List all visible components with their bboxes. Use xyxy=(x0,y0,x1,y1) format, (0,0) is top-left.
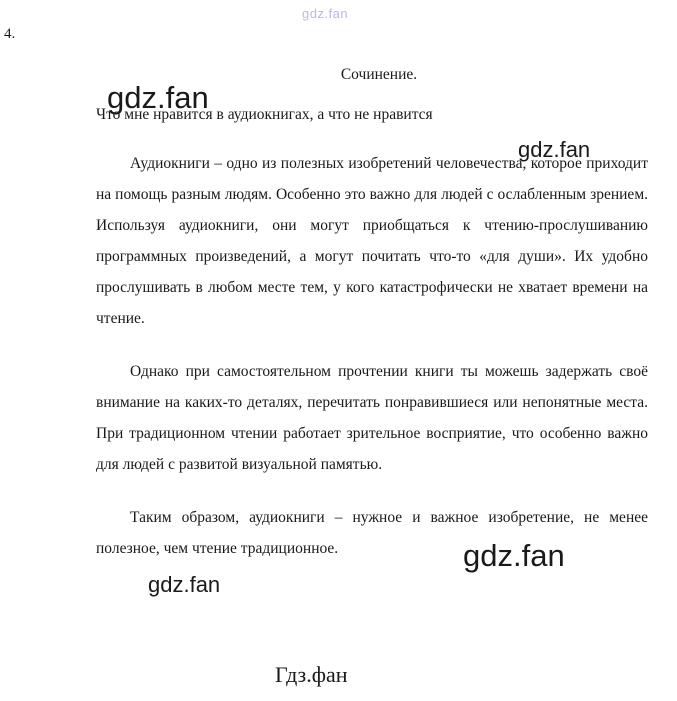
watermark-bottom: Гдз.фан xyxy=(275,662,348,687)
watermark-upper-right: gdz.fan xyxy=(518,137,591,162)
paragraph: Однако при самостоятельном прочтении книги ты можешь задержать своё внимание на каких-то деталях, перечитать понравившиеся или непонятные места. При традиционном чтении работает зрительное восприятие, что особенно важно для людей с развитой визуальной памятью. xyxy=(96,363,648,473)
document-body xyxy=(96,66,648,564)
paragraph: Аудиокниги – одно из полезных изобретений человечества, которое приходит на помощь разным людям. Особенно это важно для людей с ослабленным зрением. Используя аудиокниги, они могут приобщаться к чтению-прослушиванию программных произведений, а могут почитать что-то «для души». Их удобно прослушивать в любом месте тем, у кого катастрофически не хватает времени на чтение. xyxy=(96,155,648,327)
watermark-top: gdz.fan xyxy=(302,6,349,21)
watermark-lower-right: gdz.fan xyxy=(463,538,565,573)
watermark-upper-left: gdz.fan xyxy=(107,80,209,115)
exercise-number: 4. xyxy=(4,26,16,42)
document-title: Сочинение. xyxy=(340,66,418,83)
paragraph: Таким образом, аудиокниги – нужное и важное изобретение, не менее полезное, чем чтение традиционное. xyxy=(96,509,648,557)
document-subtitle: Что мне нравится в аудиокнигах, а что не нравится xyxy=(96,106,433,123)
watermark-lower-left: gdz.fan xyxy=(148,572,221,597)
